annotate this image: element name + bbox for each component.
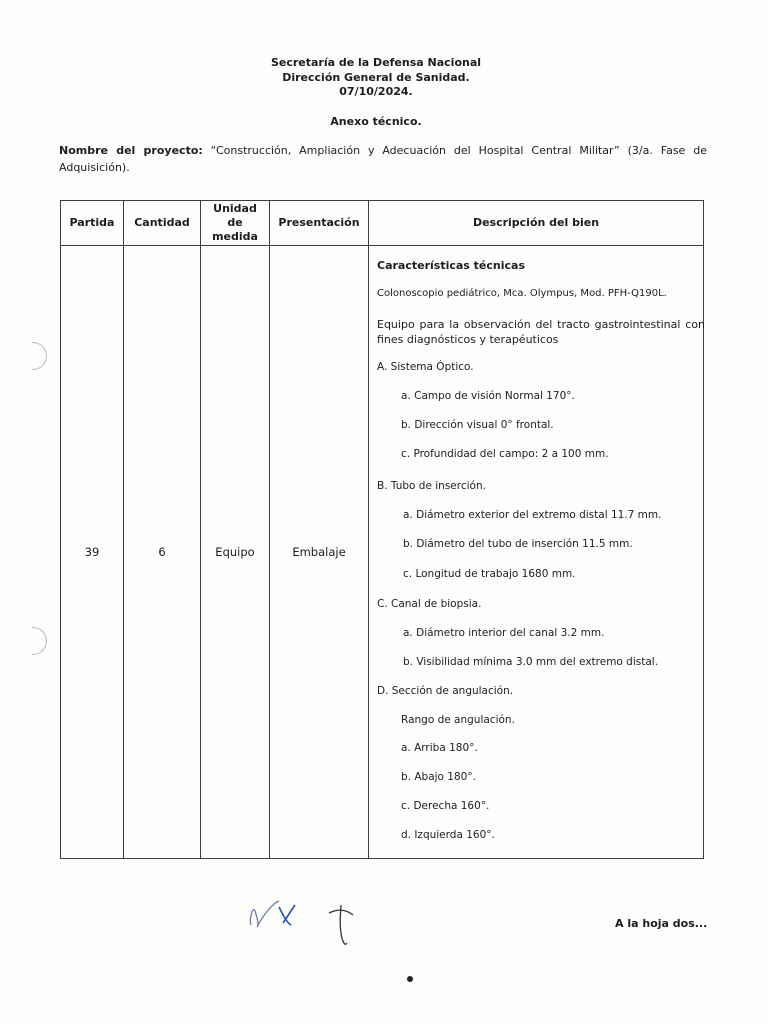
header-directorate: Dirección General de Sanidad.	[282, 70, 470, 84]
table-row	[61, 246, 704, 859]
section-b: B. Tubo de inserción.	[377, 480, 486, 492]
page-dot-mark	[407, 976, 413, 982]
table-header-row	[61, 201, 704, 246]
section-a: A. Sistema Óptico.	[377, 361, 474, 373]
list-item: b. Abajo 180°.	[401, 771, 476, 783]
header-date: 07/10/2024.	[339, 85, 413, 98]
col-presentacion: Presentación	[270, 201, 369, 246]
list-item: b. Dirección visual 0° frontal.	[401, 419, 554, 431]
project-text: “Construcción, Ampliación y Adecuación del Hospital Central Militar” (3/a. Fase de Adquisición).	[59, 144, 707, 174]
list-item: d. Izquierda 160°.	[401, 829, 495, 841]
technical-table	[60, 200, 704, 859]
cell-unidad: Equipo	[201, 246, 270, 859]
list-item: a. Arriba 180°.	[401, 742, 478, 754]
desc-title: Características técnicas	[377, 259, 526, 272]
continuation-note: A la hoja dos...	[615, 917, 708, 930]
cell-descripcion	[369, 246, 704, 859]
list-item: c. Derecha 160°.	[401, 800, 490, 812]
project-name	[59, 142, 707, 176]
annex-title: Anexo técnico.	[330, 115, 422, 128]
list-item: a. Campo de visión Normal 170°.	[401, 390, 575, 402]
list-item: a. Diámetro exterior del extremo distal 11.7 mm.	[403, 509, 662, 521]
punch-hole-mark	[32, 627, 47, 655]
cell-cantidad: 6	[124, 246, 201, 859]
signature-stroke	[250, 901, 279, 927]
col-descripcion: Descripción del bien	[369, 201, 704, 246]
desc-purpose: Equipo para la observación del tracto gastrointestinal con fines diagnósticos y terapéuticos	[377, 318, 705, 346]
list-item: b. Diámetro del tubo de inserción 11.5 mm.	[403, 538, 633, 550]
section-c: C. Canal de biopsia.	[377, 598, 482, 610]
signature-stroke	[279, 907, 291, 925]
list-item: a. Diámetro interior del canal 3.2 mm.	[403, 627, 605, 639]
section-d-sub: Rango de angulación.	[401, 714, 515, 726]
project-label: Nombre del proyecto:	[59, 144, 203, 157]
document-header	[0, 56, 752, 100]
list-item: c. Longitud de trabajo 1680 mm.	[403, 568, 576, 580]
list-item: b. Visibilidad mínima 3.0 mm del extremo distal.	[403, 656, 659, 668]
desc-model: Colonoscopio pediátrico, Mca. Olympus, Mod. PFH-Q190L.	[377, 288, 667, 299]
cell-partida: 39	[61, 246, 124, 859]
col-cantidad: Cantidad	[124, 201, 201, 246]
handwritten-signatures	[245, 895, 365, 955]
cell-presentacion: Embalaje	[270, 246, 369, 859]
punch-hole-mark	[32, 342, 47, 370]
list-item: c. Profundidad del campo: 2 a 100 mm.	[401, 448, 609, 460]
col-partida: Partida	[61, 201, 124, 246]
section-d: D. Sección de angulación.	[377, 685, 514, 697]
signature-stroke	[283, 905, 295, 923]
header-institution: Secretaría de la Defensa Nacional	[270, 56, 482, 69]
col-unidad: Unidad de medida	[201, 201, 270, 246]
